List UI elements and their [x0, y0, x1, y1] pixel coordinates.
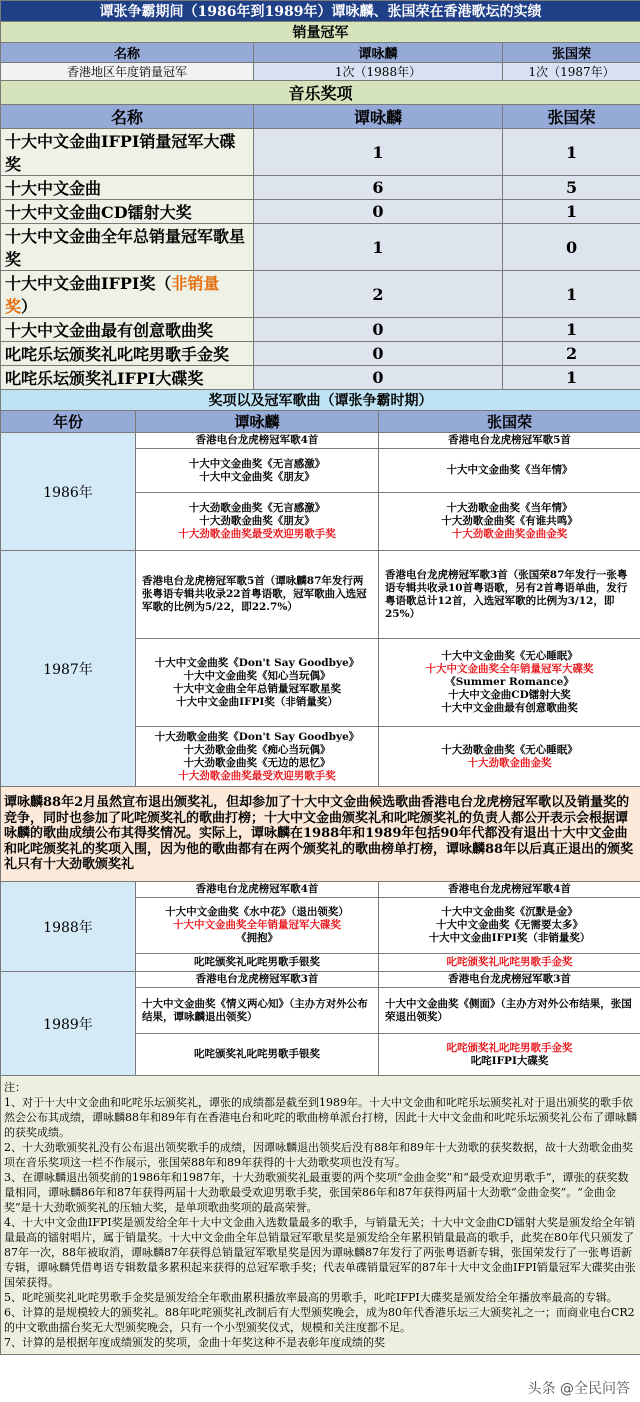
award-row	[1, 200, 640, 224]
year-1989: 1989年	[1, 972, 136, 1076]
awards-band: 音乐奖项	[1, 81, 640, 105]
cell-1986-tan-golden	[136, 449, 379, 493]
cell-1988-zhang-golden	[379, 898, 640, 954]
cell-1989-zhang-golden: 十大中文金曲奖《侧面》（主办方对外公布结果，张国荣退出领奖）	[379, 988, 640, 1034]
awards-header-tan: 谭咏麟	[254, 105, 503, 129]
award-row	[1, 318, 640, 342]
cell-1989-tan-chart: 香港电台龙虎榜冠军歌3首	[136, 972, 379, 988]
songs-header-year: 年份	[1, 411, 136, 433]
cell-1988-tan-golden	[136, 898, 379, 954]
line-highlight: 十大劲歌金曲奖最受欢迎男歌手奖	[178, 769, 336, 782]
cell-1989-zhang-chart: 香港电台龙虎榜冠军歌3首	[379, 972, 640, 988]
line: 《Summer Romance》	[445, 676, 574, 688]
cell-1986-tan-chart: 香港电台龙虎榜冠军歌4首	[136, 433, 379, 449]
award-row	[1, 224, 640, 271]
award-tan: 2	[254, 271, 503, 318]
line: 十大劲歌金曲奖《当年情》	[446, 502, 573, 514]
line-highlight: 十大劲歌金曲金奖	[467, 756, 552, 769]
award-zhang: 1	[503, 200, 640, 224]
cell-1987-tan-chart: 香港电台龙虎榜冠军歌5首（谭咏麟87年发行两张粤语专辑共收录22首粤语歌，冠军歌曲入选冠军歌的比例为5/22，即22.7%）	[136, 551, 379, 639]
award-row	[1, 271, 640, 318]
line: 十大中文金曲IFPI奖（非销量奖）	[428, 932, 591, 944]
award-tan: 6	[254, 176, 503, 200]
award-name-highlight: 非销量奖	[5, 274, 220, 316]
line: 十大中文金曲奖《无心睡眠》	[441, 650, 578, 662]
award-tan: 0	[254, 200, 503, 224]
cell-1987-tan-jsg	[136, 727, 379, 787]
line: 十大劲歌金曲奖《无言感激》	[188, 502, 326, 514]
songs-band: 奖项以及冠军歌曲（谭张争霸时期）	[1, 390, 640, 411]
line: 《拥抱》	[236, 932, 278, 944]
award-name: 十大中文金曲CD镭射大奖	[1, 200, 254, 224]
line: 十大中文金曲奖《沉默是金》	[441, 906, 578, 918]
award-name: 十大中文金曲IFPI销量冠军大碟奖	[1, 129, 254, 176]
award-row	[1, 176, 640, 200]
cell-1986-zhang-jsg	[379, 493, 640, 551]
award-tan: 1	[254, 129, 503, 176]
withdrawal-note: 谭咏麟88年2月虽然宣布退出颁奖礼，但却参加了十大中文金曲候选歌曲香港电台龙虎榜冠军歌以及销量奖的竞争，同时也参加了叱咤颁奖礼的歌曲打榜；十大中文金曲颁奖礼和叱咤颁奖礼的负责人都公开表示会根据谭咏麟的歌曲成绩公布其得奖情况。实际上，谭咏麟在1988年和1989年包括90年代都没有退出十大中文金曲和叱咤颁奖礼的奖项入围，因为他的歌曲都有在两个颁奖礼的歌曲榜单打榜，谭咏麟88年以后真正退出的颁奖礼只有十大劲歌颁奖礼	[1, 787, 640, 882]
line: 十大中文金曲奖《无言感激》	[188, 457, 326, 470]
award-row	[1, 342, 640, 366]
line-highlight: 十大劲歌金曲奖最受欢迎男歌手奖	[178, 528, 336, 540]
award-zhang: 0	[503, 224, 640, 271]
footnote: 1、对于十大中文金曲和叱咤乐坛颁奖礼，谭张的成绩都是截至到1989年。十大中文金曲和叱咤乐坛颁奖礼对于退出颁奖的歌手依然会公布其成绩，谭咏麟88年和89年有在香港电台和叱咤的歌曲榜单派台打榜，因此十大中文金曲和叱咤乐坛颁奖礼公布了谭咏麟的获奖成绩。	[4, 1096, 637, 1139]
award-row	[1, 366, 640, 390]
award-zhang: 5	[503, 176, 640, 200]
award-tan: 1	[254, 224, 503, 271]
line: 十大中文金曲奖《知心当玩偶》	[183, 669, 331, 682]
sales-band: 销量冠军	[1, 22, 640, 43]
line: 十大劲歌金曲奖《无边的思忆》	[183, 756, 331, 769]
cell-1989-zhang-commercial	[379, 1034, 640, 1076]
page-title: 谭张争霸期间（1986年到1989年）谭咏麟、张国荣在香港歌坛的实绩	[1, 1, 640, 22]
award-tan: 0	[254, 366, 503, 390]
cell-1987-zhang-chart: 香港电台龙虎榜冠军歌3首（张国荣87年发行一张粤语专辑共收录10首粤语歌，另有2首粤语单曲，发行粤语歌总计12首，入选冠军歌的比例为3/12，即25%）	[379, 551, 640, 639]
cell-1986-zhang-chart: 香港电台龙虎榜冠军歌5首	[379, 433, 640, 449]
cell-1987-zhang-golden	[379, 639, 640, 727]
award-zhang: 1	[503, 366, 640, 390]
cell-1988-zhang-commercial: 叱咤颁奖礼叱咤男歌手金奖	[379, 954, 640, 972]
cell-1988-zhang-chart: 香港电台龙虎榜冠军歌4首	[379, 882, 640, 898]
line-highlight: 十大中文金曲奖全年销量冠军大碟奖	[173, 919, 341, 931]
cell-1987-zhang-jsg	[379, 727, 640, 787]
sales-header-name: 名称	[1, 43, 254, 63]
cell-1989-tan-golden: 十大中文金曲奖《情义两心知》（主办方对外公布结果，谭咏麟退出领奖）	[136, 988, 379, 1034]
awards-header-name: 名称	[1, 105, 254, 129]
year-1987: 1987年	[1, 551, 136, 787]
songs-header-zhang: 张国荣	[379, 411, 640, 433]
footnote: 7、计算的是根据年度成绩颁发的奖项，金曲十年奖这种不是表彰年度成绩的奖	[4, 1336, 385, 1349]
line: 十大劲歌金曲奖《有谁共鸣》	[441, 515, 578, 527]
line: 十大中文金曲全年总销量冠军歌星奖	[173, 682, 341, 695]
cell-1987-tan-golden	[136, 639, 379, 727]
cell-1988-tan-commercial: 叱咤颁奖礼叱咤男歌手银奖	[136, 954, 379, 972]
line-highlight: 叱咤颁奖礼叱咤男歌手金奖	[446, 1041, 573, 1054]
sales-row-tan: 1次（1988年）	[254, 63, 503, 81]
line: 十大中文金曲最有创意歌曲奖	[441, 702, 578, 714]
line: 十大中文金曲奖《朋友》	[199, 470, 315, 483]
award-name-end: ）	[21, 297, 38, 316]
award-name: 十大中文金曲全年总销量冠军歌星奖	[1, 224, 254, 271]
footnote: 4、十大中文金曲IFPI奖是颁发给全年十大中文金曲入选数量最多的歌手，与销量无关；十大中文金曲CD镭射大奖是颁发给全年销量最高的镭射唱片，属于销量奖。十大中文金曲全年总销量冠军歌星奖是颁发给全年累积销量最高的歌手，此奖在80年代只颁发了87年一次，88年被取消，谭咏麟87年获得总销量冠军歌星奖是因为谭咏麟87年发行了两张粤语新专辑，张国荣发行了一张粤语新专辑，谭咏麟凭借粤语专辑数量多累积起来获得的总冠军歌手奖；代表单碟销量冠军的87年十大中文金曲IFPI销量冠军大碟奖由张国荣获得。	[4, 1216, 636, 1289]
footnote: 2、十大劲歌颁奖礼没有公布退出领奖歌手的成绩，因谭咏麟退出领奖后没有88年和89年十大劲歌的获奖数据，故十大劲歌金曲奖项在音乐奖项这一栏不作展示，张国荣88年和89年获得的十大劲歌奖项也没有写。	[4, 1141, 633, 1169]
songs-header-tan: 谭咏麟	[136, 411, 379, 433]
award-zhang: 2	[503, 342, 640, 366]
award-tan: 0	[254, 318, 503, 342]
award-zhang: 1	[503, 129, 640, 176]
songs-header-row	[1, 411, 640, 433]
footnotes	[1, 1076, 640, 1355]
award-tan: 0	[254, 342, 503, 366]
line: 十大劲歌金曲奖《朋友》	[199, 515, 315, 527]
award-name: 叱咤乐坛颁奖礼叱咤男歌手金奖	[1, 342, 254, 366]
footnotes-label: 注：	[4, 1081, 26, 1094]
award-zhang: 1	[503, 271, 640, 318]
footnote: 6、计算的是规模较大的颁奖礼。88年叱咤颁奖礼改制后有大型颁奖晚会，成为80年代香港乐坛三大颁奖礼之一；而商业电台CR2的中文歌曲擂台奖无大型颁奖晚会，只有一个小型颁奖仪式，规模和关注度都不足。	[4, 1306, 635, 1334]
award-zhang: 1	[503, 318, 640, 342]
award-name: 十大中文金曲	[1, 176, 254, 200]
sales-row-name: 香港地区年度销量冠军	[1, 63, 254, 81]
award-name	[1, 271, 254, 318]
line: 十大中文金曲奖《Don't Say Goodbye》	[154, 656, 360, 669]
sales-row	[1, 63, 640, 81]
line: 十大劲歌金曲奖《无心睡眠》	[441, 743, 578, 756]
title-row	[1, 1, 640, 22]
footnote: 3、在谭咏麟退出领奖前的1986年和1987年，十大劲歌颁奖礼最重要的两个奖项“金曲金奖”和“最受欢迎男歌手”，谭张的获奖数量相同，谭咏麟86年和87年获得两届十大劲歌最受欢迎男歌手奖，张国荣86年和87年获得两届十大劲歌“金曲金奖”。“金曲金奖”是十大劲歌颁奖礼的压轴大奖，是单项歌曲奖项的最高荣誉。	[4, 1171, 629, 1214]
cell-1989-tan-commercial: 叱咤颁奖礼叱咤男歌手银奖	[136, 1034, 379, 1076]
line-highlight: 十大中文金曲奖全年销量冠军大碟奖	[425, 663, 594, 675]
award-row	[1, 129, 640, 176]
award-name-start: 十大中文金曲IFPI奖（	[5, 274, 172, 293]
watermark: 头条 @全民问答	[524, 1378, 634, 1398]
sales-header-zhang: 张国荣	[503, 43, 640, 63]
award-name: 叱咤乐坛颁奖礼IFPI大碟奖	[1, 366, 254, 390]
cell-1988-tan-chart: 香港电台龙虎榜冠军歌4首	[136, 882, 379, 898]
line: 十大劲歌金曲奖《Don't Say Goodbye》	[154, 730, 360, 743]
line-highlight: 十大劲歌金曲奖金曲金奖	[451, 528, 568, 540]
cell-1986-zhang-golden: 十大中文金曲奖《当年情》	[379, 449, 640, 493]
footnote: 5、叱咤颁奖礼叱咤男歌手金奖是颁发给全年歌曲累积播放率最高的男歌手，叱咤IFPI大碟奖是颁发给全年播放率最高的专辑。	[4, 1291, 618, 1304]
line: 十大中文金曲IFPI奖（非销量奖）	[176, 695, 338, 708]
award-name: 十大中文金曲最有创意歌曲奖	[1, 318, 254, 342]
year-1986: 1986年	[1, 433, 136, 551]
awards-header-zhang: 张国荣	[503, 105, 640, 129]
cell-1986-tan-jsg	[136, 493, 379, 551]
line: 十大中文金曲CD镭射大奖	[448, 689, 571, 701]
line: 十大劲歌金曲奖《痴心当玩偶》	[183, 743, 331, 756]
line: 叱咤IFPI大碟奖	[470, 1054, 549, 1067]
sales-header-tan: 谭咏麟	[254, 43, 503, 63]
year-1988: 1988年	[1, 882, 136, 972]
line: 十大中文金曲奖《无需要太多》	[436, 919, 584, 931]
awards-header-row	[1, 105, 640, 129]
sales-row-zhang: 1次（1987年）	[503, 63, 640, 81]
line: 十大中文金曲奖《水中花》（退出领奖）	[165, 906, 349, 918]
sales-header-row	[1, 43, 640, 63]
